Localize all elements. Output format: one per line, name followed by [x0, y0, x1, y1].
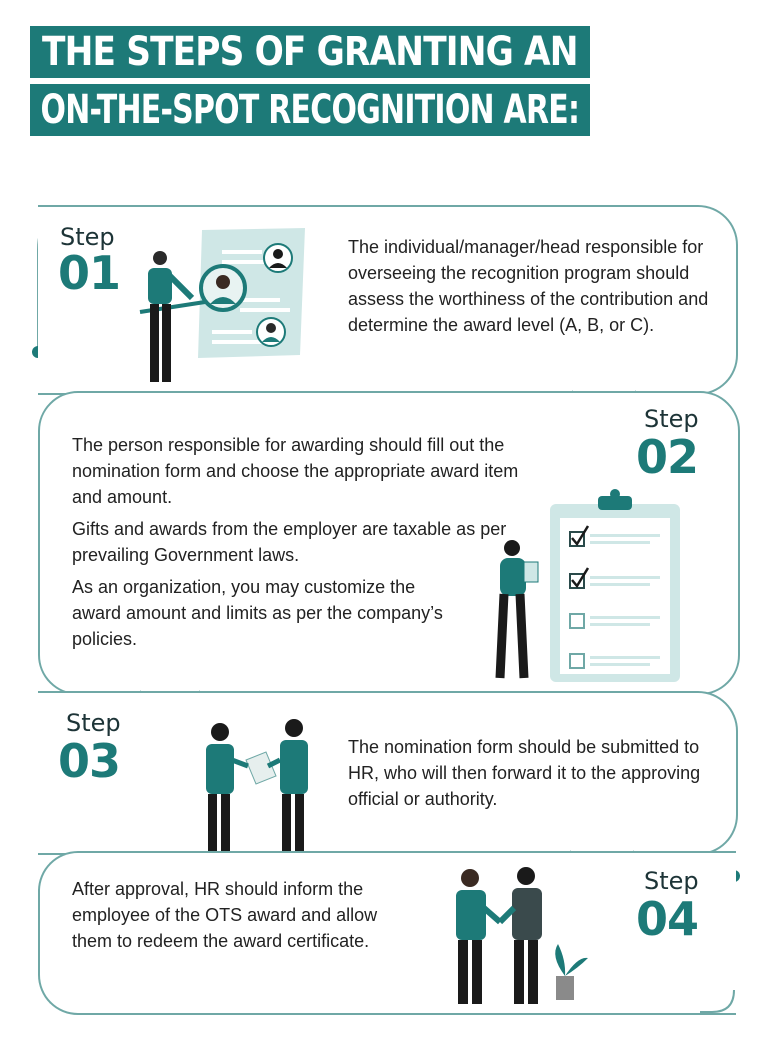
step-1-paragraph-1: The individual/manager/head responsible for overseeing the recognition program should assess the worthiness of the contribution and determine the award level (A, B, or C). — [348, 237, 709, 335]
title-line-2: ON-THE-SPOT RECOGNITION ARE: — [30, 84, 590, 136]
step-4-paragraph-1: After approval, HR should inform the employee of the OTS award and allow them to redeem the award certificate. — [72, 879, 378, 951]
step-2-paragraph-3: As an organization, you may customize the award amount and limits as per the company’s policies. — [72, 577, 443, 649]
step-1-number: 01 — [58, 246, 121, 300]
men-shaking-hands-illustration — [446, 864, 616, 1014]
step-2-label: Step — [644, 405, 699, 433]
step-2-paragraph-2: Gifts and awards from the employer are taxable as per prevailing Government laws. — [72, 519, 507, 565]
title-line-1: THE STEPS OF GRANTING AN — [30, 26, 590, 78]
step-3-paragraph-1: The nomination form should be submitted to HR, who will then forward it to the approving official or authority. — [348, 737, 701, 809]
step-2-number: 02 — [636, 430, 699, 484]
step-3-number: 03 — [58, 734, 121, 788]
step-4-text — [72, 876, 392, 960]
step-2-paragraph-1: The person responsible for awarding should fill out the nomination form and choose the appropriate award item and amount. — [72, 435, 519, 507]
step-4-number: 04 — [636, 892, 699, 946]
step-3-label: Step — [66, 709, 121, 737]
step-1-label: Step — [60, 223, 115, 251]
step-4-label: Step — [644, 867, 699, 895]
